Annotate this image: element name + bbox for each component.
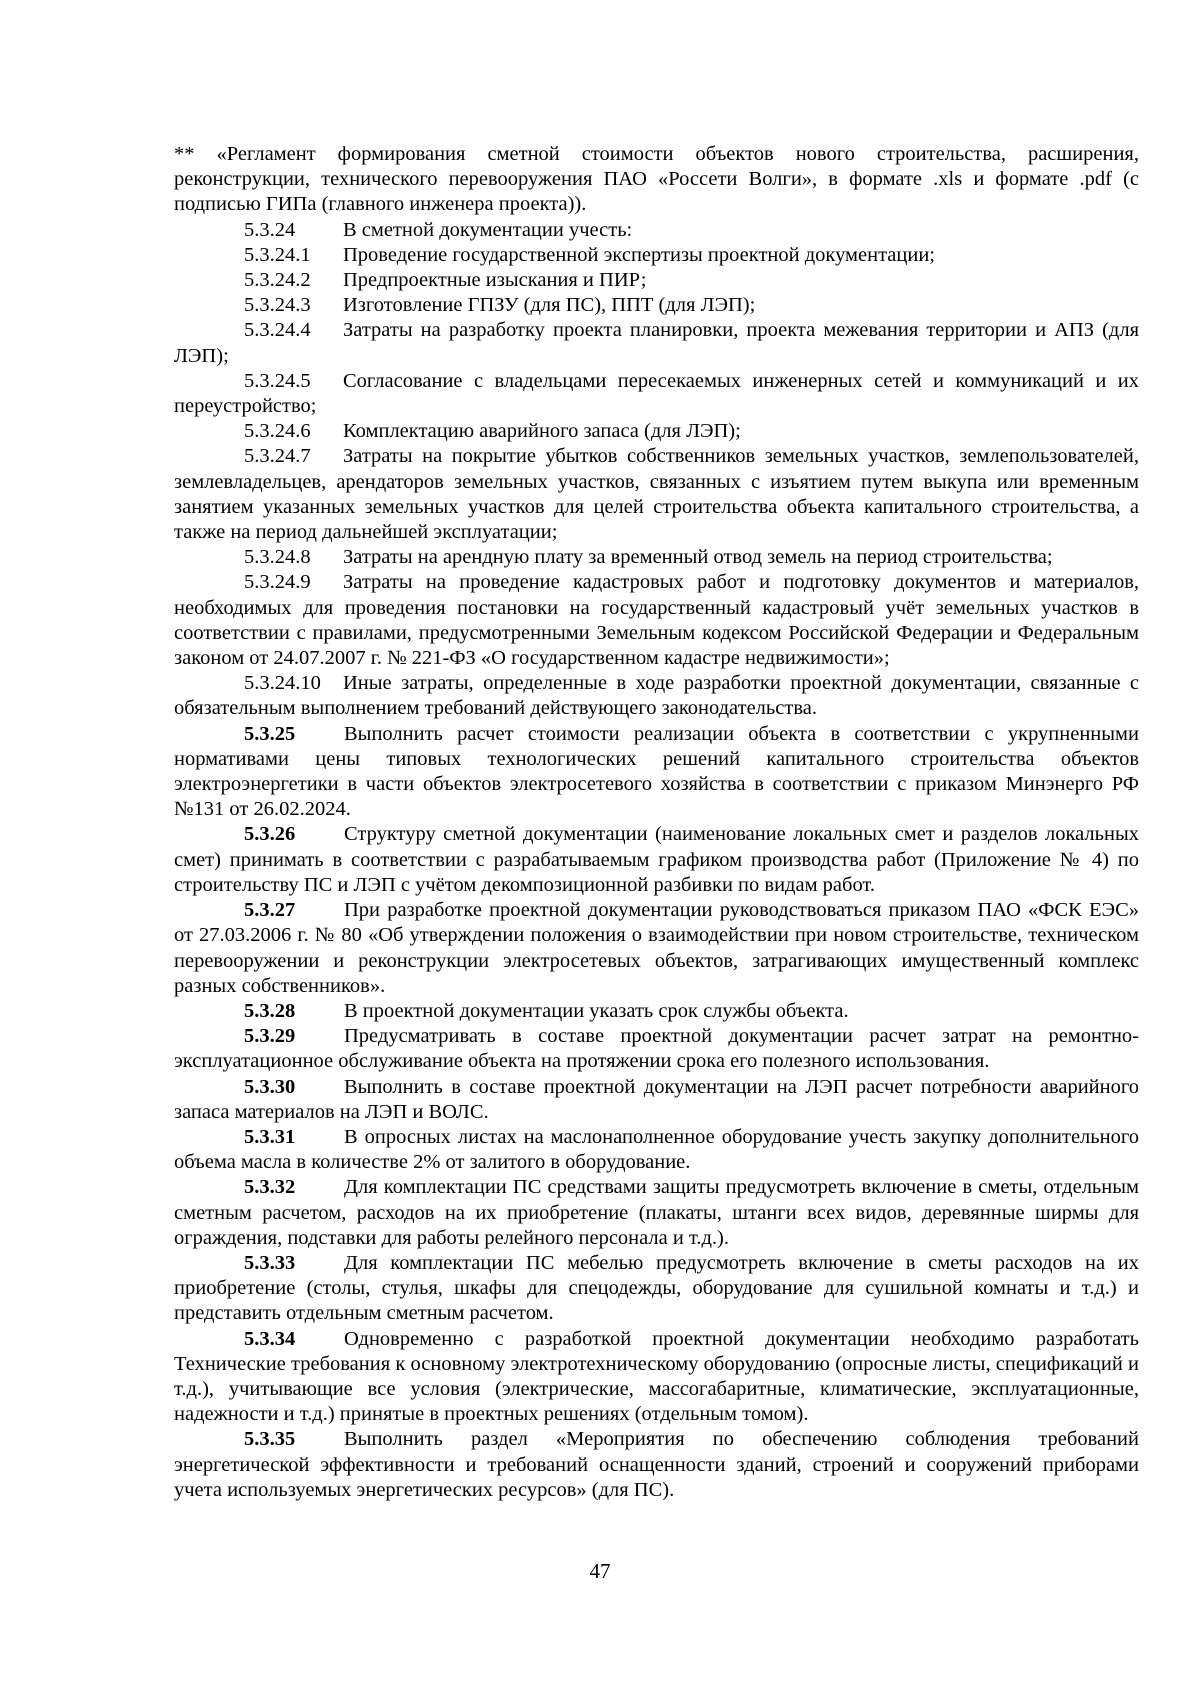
clause-5-3-32 xyxy=(174,1175,1139,1251)
page-number: 47 xyxy=(589,1559,611,1583)
clause-text: Согласование с владельцами пересекаемых инженерных сетей и коммуникаций и их переустройство; xyxy=(174,369,1139,418)
clause-number: 5.3.24.10 xyxy=(244,672,321,695)
clause-text: В проектной документации указать срок службы объекта. xyxy=(344,999,849,1022)
clause-5-3-27 xyxy=(174,898,1139,999)
clause-number: 5.3.24.7 xyxy=(244,445,311,468)
clause-number: 5.3.25 xyxy=(244,722,296,745)
clause-text: Предпроектные изыскания и ПИР; xyxy=(343,269,647,292)
clause-number: 5.3.24.5 xyxy=(244,369,311,392)
clause-number: 5.3.24.4 xyxy=(244,319,311,342)
clause-5-3-24-9 xyxy=(174,570,1139,671)
clause-text: Структуру сметной документации (наименование локальных смет и разделов локальных смет) принимать в соответствии с разрабатываемым графиком производства работ (Приложение № 4) по строительству ПС и ЛЭП с учётом декомпозиционной разбивки по видам работ. xyxy=(174,823,1139,896)
clause-number: 5.3.26 xyxy=(244,823,296,846)
clause-5-3-24-4 xyxy=(174,318,1139,368)
clause-text: Выполнить в составе проектной документации на ЛЭП расчет потребности аварийного запаса материалов на ЛЭП и ВОЛС. xyxy=(174,1075,1139,1123)
clause-text: Изготовление ГПЗУ (для ПС), ППТ (для ЛЭП); xyxy=(343,294,756,317)
clause-text: При разработке проектной документации руководствоваться приказом ПАО «ФСК ЕЭС» от 27.03.2006 г. № 80 «Об утверждении положения о взаимодействии при новом строительстве, техническом перевооружении и реконструкции электросетевых объектов, затрагивающих имущественный комплекс разных собственников». xyxy=(174,899,1139,997)
clause-number: 5.3.24.8 xyxy=(244,546,311,569)
clause-5-3-24 xyxy=(174,218,1139,243)
clause-5-3-24-2 xyxy=(174,268,1139,293)
clause-text: Для комплектации ПС средствами защиты предусмотреть включение в сметы, отдельным сметным расчетом, расходов на их приобретение (плакаты, штанги всех видов, деревянные ширмы для ограждения, подставки для работы релейного персонала и т.д.). xyxy=(174,1176,1139,1249)
clause-text: Комплектацию аварийного запаса (для ЛЭП); xyxy=(343,420,741,443)
clause-5-3-25 xyxy=(174,722,1139,823)
clause-5-3-24-1 xyxy=(174,243,1139,268)
clause-number: 5.3.34 xyxy=(244,1327,296,1350)
clause-5-3-24-10 xyxy=(174,671,1139,721)
clause-5-3-34 xyxy=(174,1327,1139,1428)
clause-5-3-30 xyxy=(174,1075,1139,1125)
clause-number: 5.3.24.3 xyxy=(244,294,311,317)
clause-number: 5.3.30 xyxy=(244,1075,296,1098)
clause-text: Затраты на покрытие убытков собственников земельных участков, землепользователей, землевладельцев, арендаторов земельных участков, связанных с изъятием путем выкупа или временным занятием указанных земельных участков для целей строительства объекта капитального строительства, а также на период дальнейшей эксплуатации; xyxy=(174,445,1139,544)
document-body xyxy=(174,142,1139,1503)
clause-text: Одновременно с разработкой проектной документации необходимо разработать Технические требования к основному электротехническому оборудованию (опросные листы, спецификаций и т.д.), учитывающие все условия (электрические, массогабаритные, климатические, эксплуатационные, надежности и т.д.) принятые в проектных решениях (отдельным томом). xyxy=(174,1327,1139,1426)
clause-number: 5.3.24.1 xyxy=(244,243,311,266)
clause-5-3-24-7 xyxy=(174,444,1139,545)
clause-5-3-24-5 xyxy=(174,369,1139,419)
clause-text: Иные затраты, определенные в ходе разработки проектной документации, связанные с обязательным выполнением требований действующего законодательства. xyxy=(174,672,1139,720)
clause-text: Выполнить раздел «Мероприятия по обеспечению соблюдения требований энергетической эффективности и требований оснащенности зданий, строений и сооружений приборами учета используемых энергетических ресурсов» (для ПС). xyxy=(174,1428,1139,1501)
clause-number: 5.3.32 xyxy=(244,1176,296,1199)
clause-5-3-24-6 xyxy=(174,419,1139,444)
clause-text: Выполнить расчет стоимости реализации объекта в соответствии с укрупненными нормативами цены типовых технологических решений капитального строительства объектов электроэнергетики в части объектов электросетевого хозяйства в соответствии с приказом Минэнерго РФ №131 от 26.02.2024. xyxy=(174,722,1139,821)
clause-number: 5.3.28 xyxy=(244,999,296,1022)
clause-text: Проведение государственной экспертизы проектной документации; xyxy=(343,243,936,266)
clause-5-3-24-3 xyxy=(174,293,1139,318)
clause-5-3-28 xyxy=(174,999,1139,1024)
clause-number: 5.3.24.2 xyxy=(244,269,311,292)
clause-number: 5.3.29 xyxy=(244,1025,296,1048)
clause-5-3-29 xyxy=(174,1024,1139,1074)
clause-5-3-24-8 xyxy=(174,545,1139,570)
clause-text: В опросных листах на маслонаполненное оборудование учесть закупку дополнительного объема масла в количестве 2% от залитого в оборудование. xyxy=(174,1125,1139,1174)
clause-text: Для комплектации ПС мебелью предусмотреть включение в сметы расходов на их приобретение (столы, стулья, шкафы для спецодежды, оборудование для сушильной комнаты и т.д.) и представить отдельным сметным расчетом. xyxy=(174,1251,1139,1325)
clause-text: Предусматривать в составе проектной документации расчет затрат на ремонтно-эксплуатационное обслуживание объекта на протяжении срока его полезного использования. xyxy=(174,1025,1139,1073)
clause-text: В сметной документации учесть: xyxy=(343,218,633,241)
clause-5-3-33 xyxy=(174,1251,1139,1327)
clause-text: Затраты на разработку проекта планировки, проекта межевания территории и АПЗ (для ЛЭП); xyxy=(174,319,1139,367)
clause-5-3-35 xyxy=(174,1427,1139,1503)
clause-number: 5.3.33 xyxy=(244,1251,296,1274)
clause-text: Затраты на проведение кадастровых работ и подготовку документов и материалов, необходимых для проведения постановки на государственный кадастровый учёт земельных участков в соответствии с правилами, предусмотренными Земельным кодексом Российской Федерации и Федеральным законом от 24.07.2007 г. № 221-ФЗ «О государственном кадастре недвижимости»; xyxy=(174,571,1139,670)
clause-number: 5.3.31 xyxy=(244,1125,296,1148)
clause-number: 5.3.24.9 xyxy=(244,571,311,594)
clause-number: 5.3.24 xyxy=(244,218,296,241)
clause-number: 5.3.35 xyxy=(244,1428,296,1451)
clause-5-3-31 xyxy=(174,1125,1139,1175)
clause-text: Затраты на арендную плату за временный отвод земель на период строительства; xyxy=(343,546,1053,569)
clause-number: 5.3.27 xyxy=(244,899,296,922)
footnote: ** «Регламент формирования сметной стоимости объектов нового строительства, расширения, реконструкции, технического перевооружения ПАО «Россети Волги», в формате .xls и формате .pdf (с подписью ГИПа (главного инженера проекта)). xyxy=(174,143,1139,216)
clause-number: 5.3.24.6 xyxy=(244,420,311,443)
clause-5-3-26 xyxy=(174,822,1139,898)
